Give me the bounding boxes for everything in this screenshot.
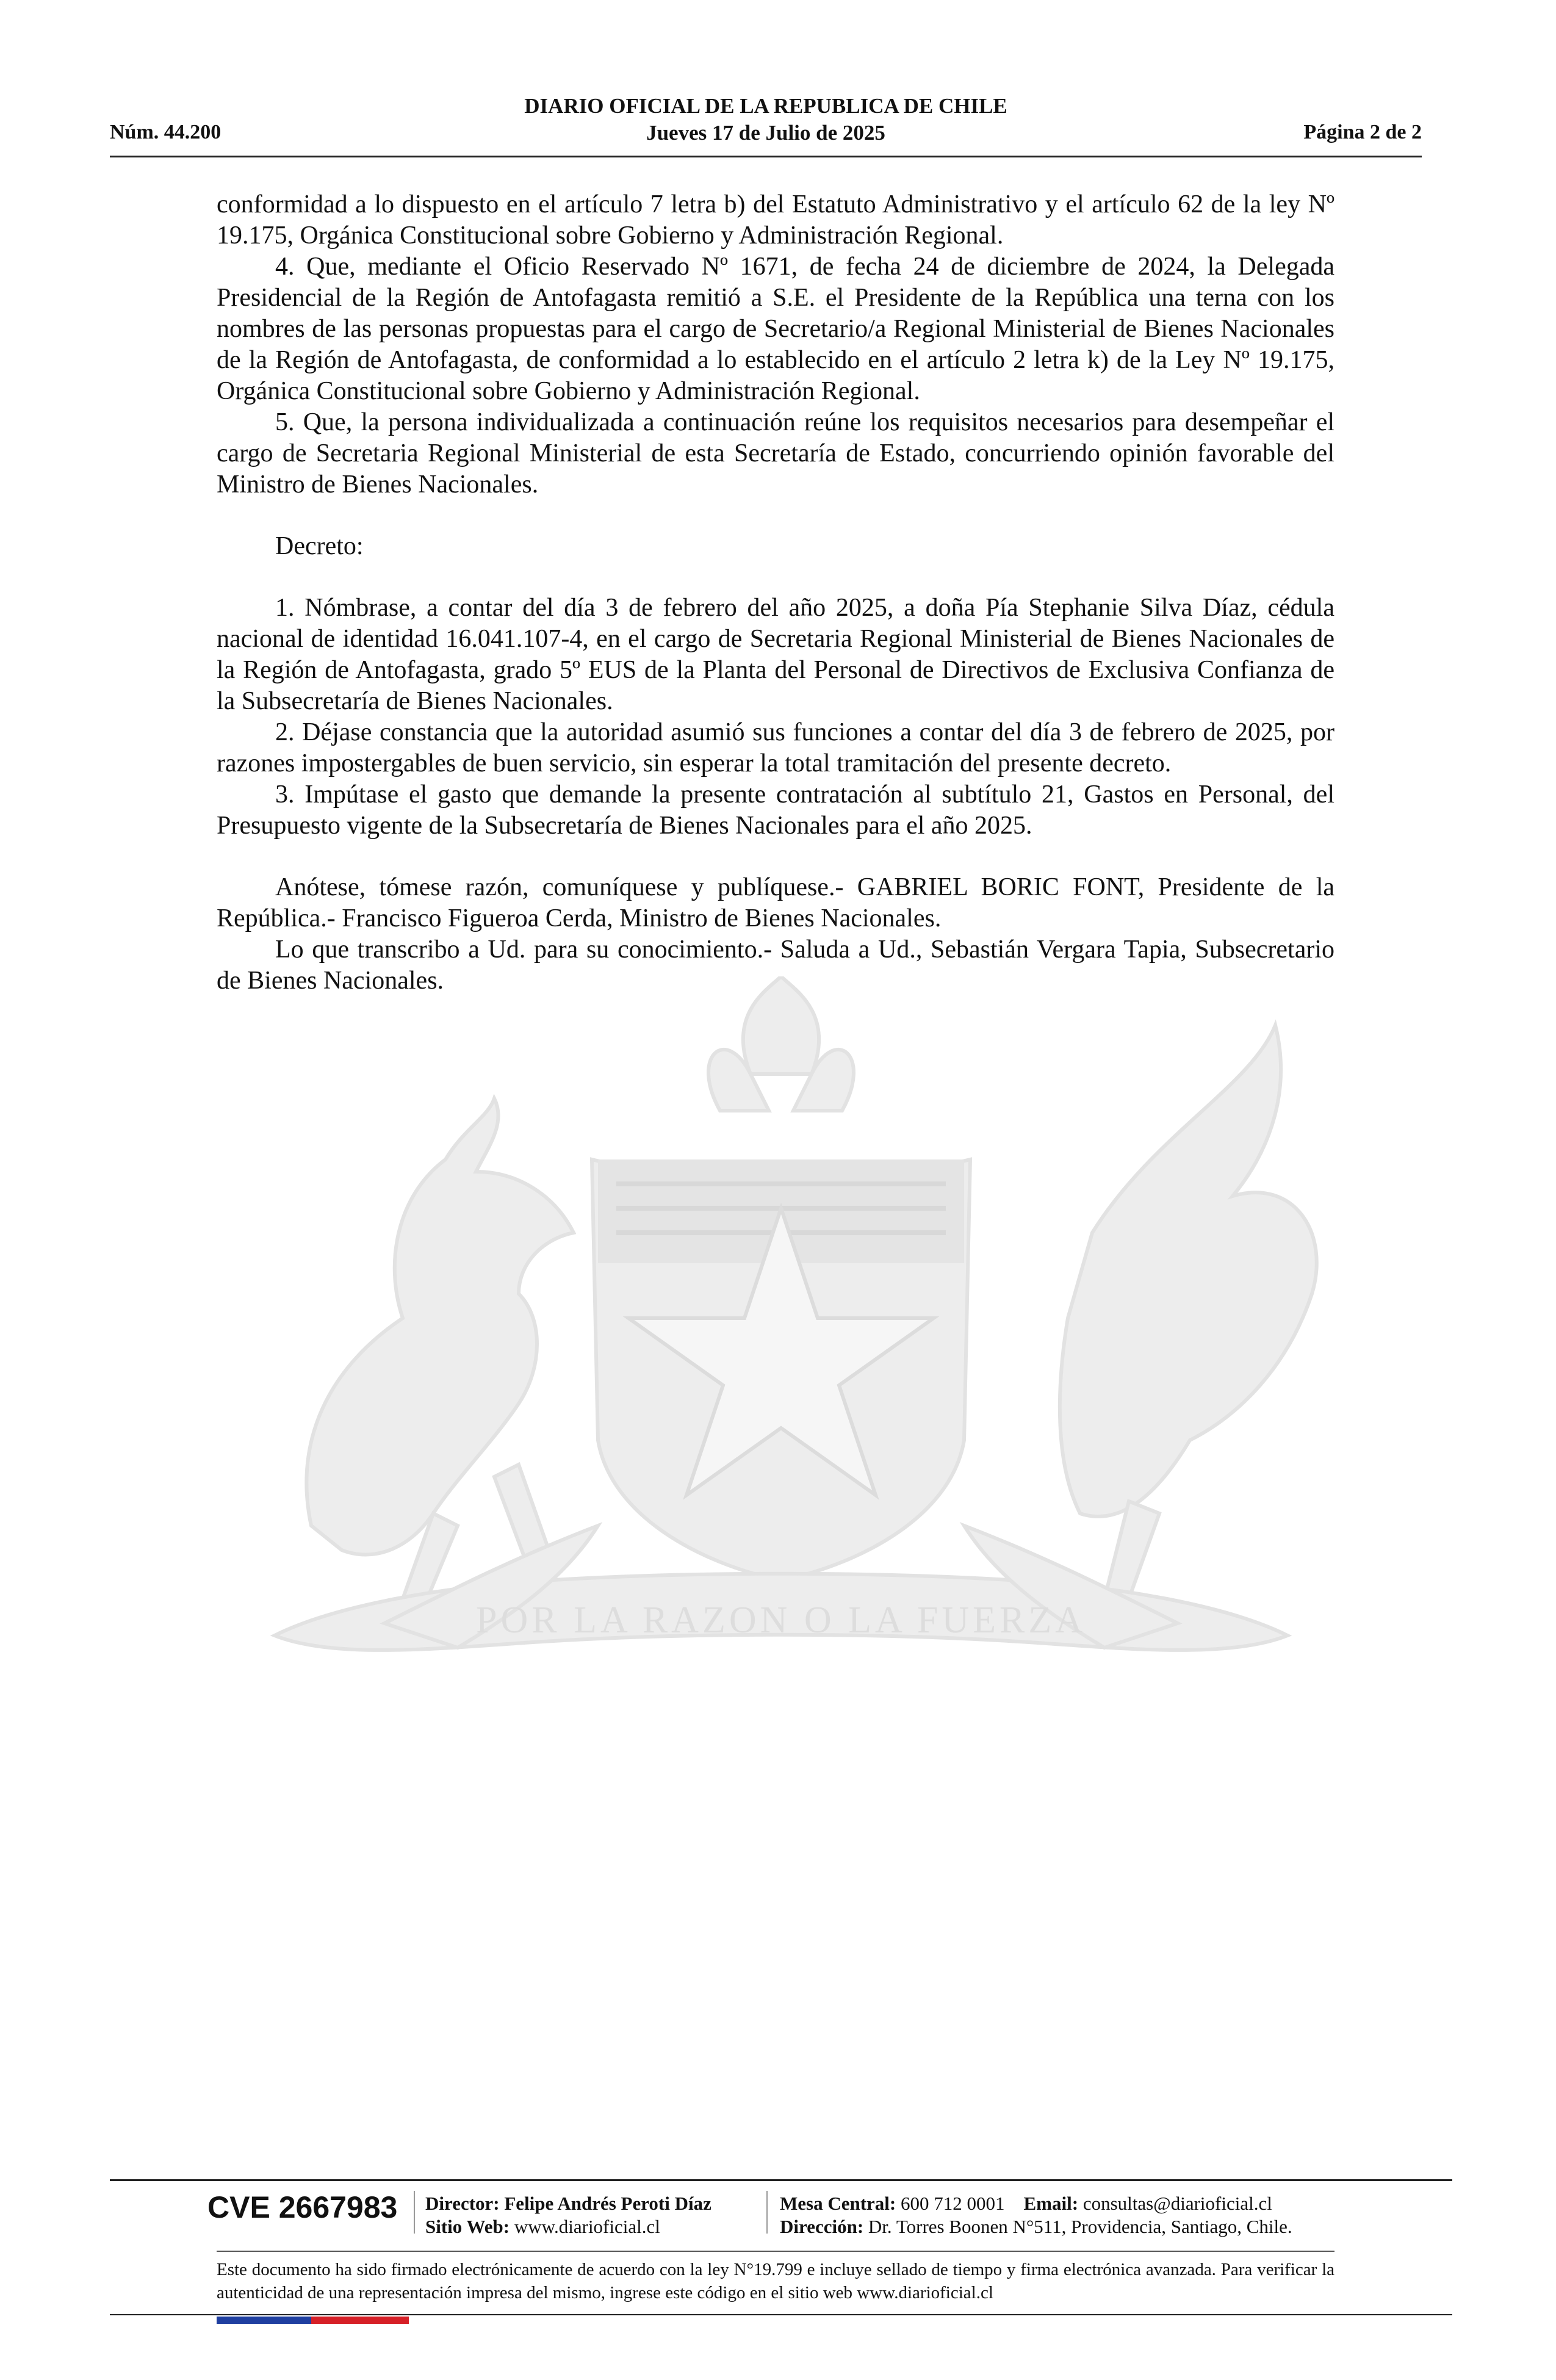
website-label: Sitio Web: bbox=[425, 2216, 510, 2237]
address-label: Dirección: bbox=[780, 2216, 864, 2237]
watermark-motto: POR LA RAZON O LA FUERZA bbox=[475, 1599, 1087, 1641]
document-body bbox=[217, 189, 1334, 997]
email-link[interactable]: consultas@diarioficial.cl bbox=[1082, 2193, 1272, 2214]
page-number: Página 2 de 2 bbox=[1303, 121, 1422, 143]
spacer bbox=[217, 842, 1334, 872]
decree-article-3: 3. Impútase el gasto que demande la presente contratación al subtítulo 21, Gastos en Personal, del Presupuesto vigente de la Subsecretaría de Bienes Nacionales para el año 2025. bbox=[217, 781, 1334, 840]
director-label: Director: bbox=[425, 2193, 500, 2214]
website-link[interactable]: www.diarioficial.cl bbox=[514, 2216, 660, 2237]
phone-number: 600 712 0001 bbox=[901, 2193, 1005, 2214]
decree-article-2: 2. Déjase constancia que la autoridad asumió sus funciones a contar del día 3 de febrero de 2025, por razones impostergables de buen servicio, sin esperar la total tramitación del presente decreto. bbox=[217, 718, 1334, 777]
director-name: Felipe Andrés Peroti Díaz bbox=[504, 2193, 711, 2214]
paragraph-considerando-5: 5. Que, la persona individualizada a continuación reúne los requisitos necesarios para desempeñar el cargo de Secretaria Regional Ministerial de esta Secretaría de Estado, concurriendo opinión favorable del Ministro de Bienes Nacionales. bbox=[217, 408, 1334, 499]
footer-divider bbox=[766, 2191, 768, 2234]
footer-middle-rule bbox=[217, 2251, 1334, 2252]
footer-contact-info bbox=[780, 2192, 1292, 2238]
closing-signatures: Anótese, tómese razón, comuníquese y publíquese.- GABRIEL BORIC FONT, Presidente de la República.- Francisco Figueroa Cerda, Ministro de Bienes Nacionales. bbox=[217, 873, 1334, 932]
closing-transcription: Lo que transcribo a Ud. para su conocimiento.- Saluda a Ud., Sebastián Vergara Tapia, Subsecretario de Bienes Nacionales. bbox=[217, 936, 1334, 995]
footer-bottom-rule bbox=[110, 2314, 1452, 2315]
decreto-heading: Decreto: bbox=[275, 532, 364, 560]
paragraph-continuation: conformidad a lo dispuesto en el artículo 7 letra b) del Estatuto Administrativo y el artículo 62 de la ley Nº 19.175, Orgánica Constitucional sobre Gobierno y Administración Regional. bbox=[217, 190, 1334, 250]
issue-number: Núm. 44.200 bbox=[110, 121, 222, 143]
footer-top-rule bbox=[110, 2179, 1452, 2181]
spacer bbox=[217, 562, 1334, 593]
paragraph-considerando-4: 4. Que, mediante el Oficio Reservado Nº 1671, de fecha 24 de diciembre de 2024, la Delegada Presidencial de la Región de Antofagasta remitió a S.E. el Presidente de la República una terna con los nombres de las personas propuestas para el cargo de Secretario/a Regional Ministerial de Bienes Nacionales de la Región de Antofagasta, de conformidad a lo establecido en el artículo 2 letra k) de la Ley Nº 19.175, Orgánica Constitucional sobre Gobierno y Administración Regional. bbox=[217, 253, 1334, 405]
spacer bbox=[217, 500, 1334, 531]
cve-code: CVE 2667983 bbox=[207, 2190, 398, 2224]
page-header bbox=[110, 92, 1422, 157]
email-label: Email: bbox=[1023, 2193, 1079, 2214]
coat-of-arms-watermark bbox=[201, 976, 1361, 1727]
electronic-signature-notice: Este documento ha sido firmado electrónicamente de acuerdo con la ley N°19.799 e incluye sellado de tiempo y firma electrónica avanzada. Para verificar la autenticidad de una representación impresa del mismo, ingrese este código en el sitio web www.diarioficial.cl bbox=[217, 2260, 1334, 2302]
publication-date: Jueves 17 de Julio de 2025 bbox=[646, 121, 885, 145]
publication-title: DIARIO OFICIAL DE LA REPUBLICA DE CHILE bbox=[524, 94, 1007, 118]
footer-director-info bbox=[425, 2192, 711, 2238]
flag-stripe-blue bbox=[217, 2317, 311, 2324]
phone-label: Mesa Central: bbox=[780, 2193, 896, 2214]
footer-divider bbox=[414, 2191, 415, 2234]
decree-article-1: 1. Nómbrase, a contar del día 3 de febrero del año 2025, a doña Pía Stephanie Silva Díaz, cédula nacional de identidad 16.041.107-4, en el cargo de Secretaria Regional Ministerial de Bienes Nacionales de la Región de Antofagasta, grado 5º EUS de la Planta del Personal de Directivos de Exclusiva Confianza de la Subsecretaría de Bienes Nacionales. bbox=[217, 594, 1334, 715]
flag-stripe-red bbox=[311, 2317, 409, 2324]
address-value: Dr. Torres Boonen N°511, Providencia, Santiago, Chile. bbox=[868, 2216, 1292, 2237]
